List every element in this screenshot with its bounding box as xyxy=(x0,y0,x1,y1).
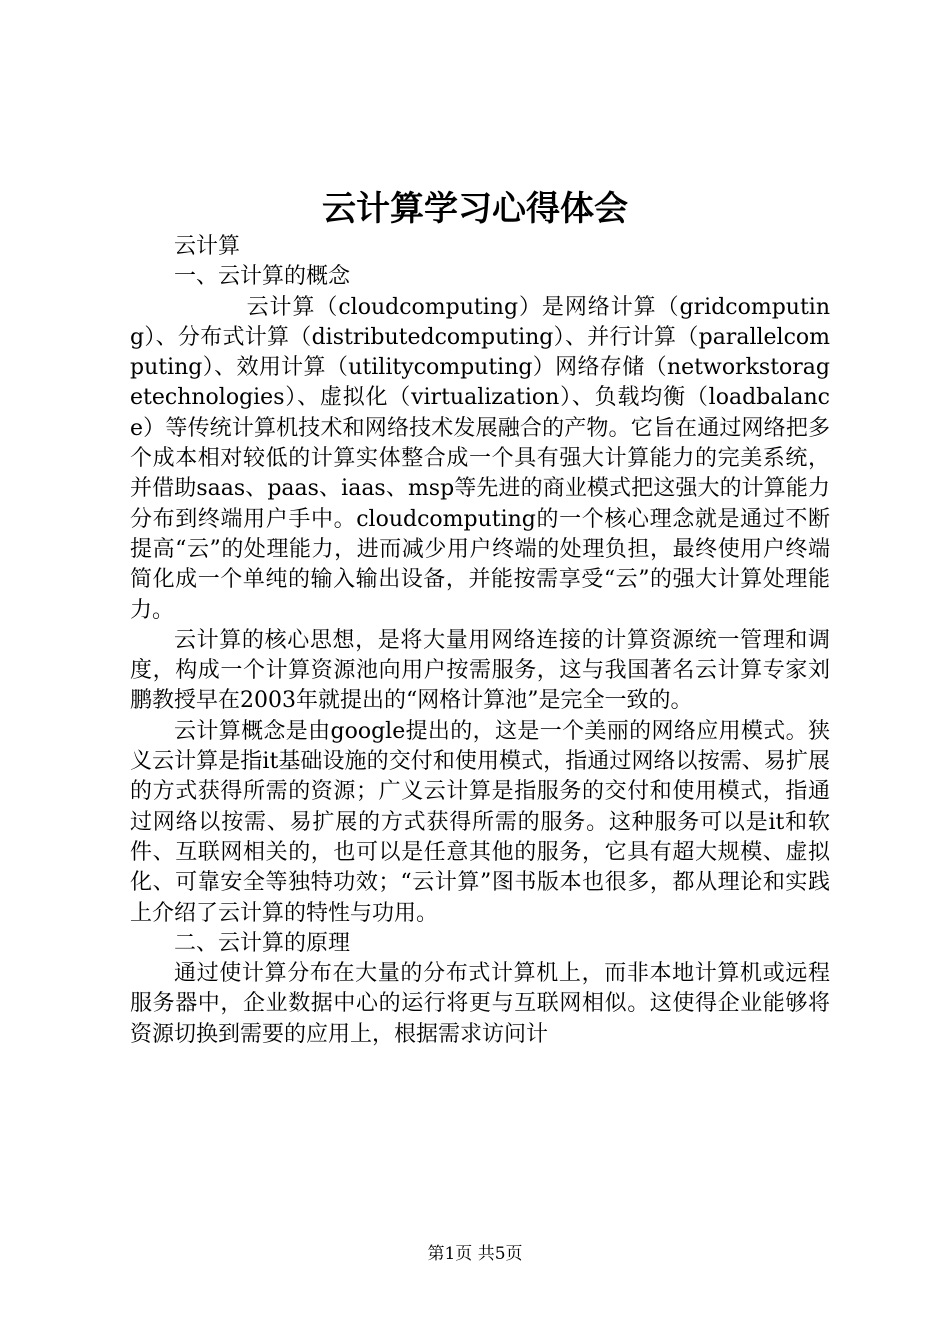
paragraph-principle: 通过使计算分布在大量的分布式计算机上，而非本地计算机或远程服务器中，企业数据中心的运行将更与互联网相似。这使得企业能够将资源切换到需要的应用上，根据需求访问计 xyxy=(130,961,830,1047)
paragraph-definition: 云计算（cloudcomputing）是网络计算（gridcomputing）、分布式计算（distributedcomputing）、并行计算（parallelcomputing）、效用计算（utilitycomputing）网络存储（networkstoragetechnologies）、虚拟化（virtualization）、负载均衡（loadbalance）等传统计算机技术和网络技术发展融合的产物。它旨在通过网络把多个成本相对较低的计算实体整合成一个具有强大计算能力的完美系统，并借助saas、paas、iaas、msp等先进的商业模式把这强大的计算能力分布到终端用户手中。cloudcomputing的一个核心理念就是通过不断提高“云”的处理能力，进而减少用户终端的处理负担，最终使用户终端简化成一个单纯的输入输出设备，并能按需享受“云”的强大计算处理能力。 xyxy=(130,294,830,623)
document-title: 云计算学习心得体会 xyxy=(322,189,628,229)
section-label-cloud-computing: 云计算 xyxy=(174,234,241,259)
paragraph-google-concept: 云计算概念是由google提出的，这是一个美丽的网络应用模式。狭义云计算是指it基础设施的交付和使用模式，指通过网络以按需、易扩展的方式获得所需的资源；广义云计算是指服务的交付和使用模式，指通过网络以按需、易扩展的方式获得所需的服务。这种服务可以是it和软件、互联网相关的，也可以是任意其他的服务，它具有超大规模、虚拟化、可靠安全等独特功效；“云计算”图书版本也很多，都从理论和实践上介绍了云计算的特性与功用。 xyxy=(130,718,830,926)
section-heading-principle: 二、云计算的原理 xyxy=(174,930,351,956)
document-body xyxy=(130,232,830,1050)
section-heading-concept: 一、云计算的概念 xyxy=(174,264,351,290)
page-footer: 第1页 共5页 xyxy=(427,1244,523,1264)
paragraph-core-idea: 云计算的核心思想，是将大量用网络连接的计算资源统一管理和调度，构成一个计算资源池向用户按需服务，这与我国著名云计算专家刘鹏教授早在2003年就提出的“网格计算池”是完全一致的。 xyxy=(130,627,830,714)
